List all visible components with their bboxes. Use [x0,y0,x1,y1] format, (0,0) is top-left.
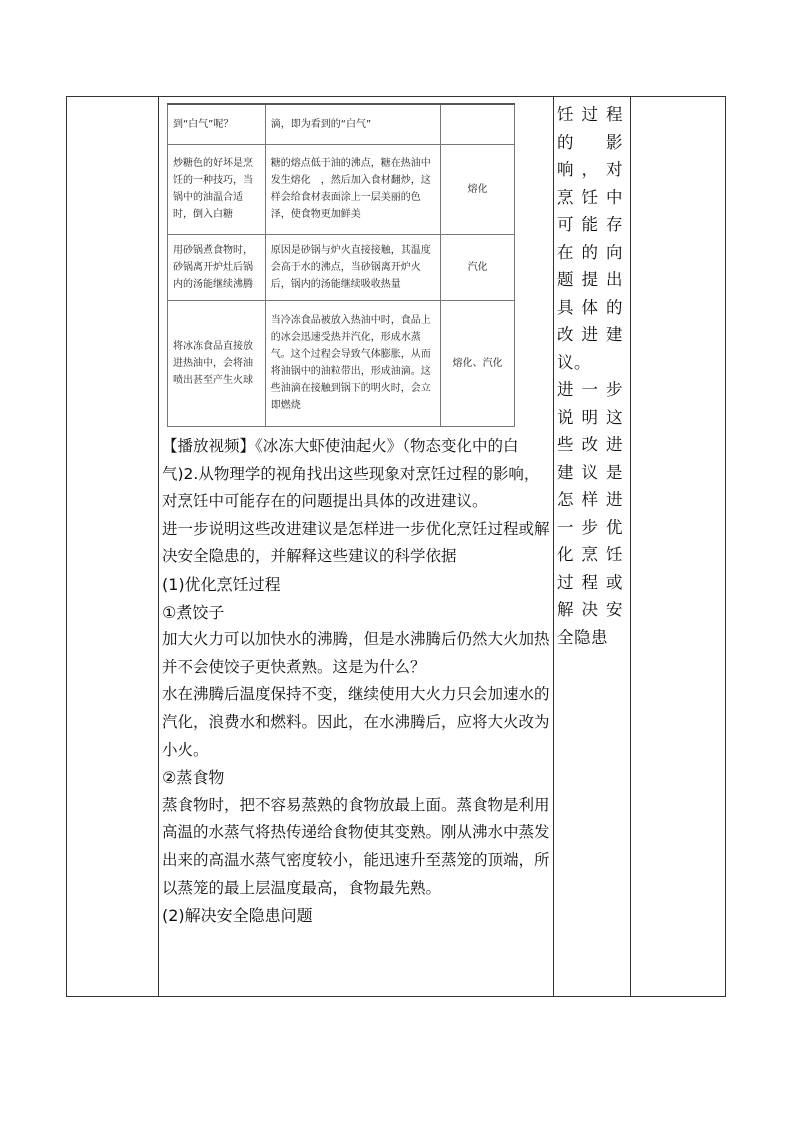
section-heading-optimize: (1)优化烹饪过程 [162,574,281,594]
column-divider [630,97,631,996]
intent-paragraph-2: 进一步说明这些改进建议是怎样进一步优化烹饪过程或解决安全隐患 [557,380,623,647]
table-cell-explanation: 当冷冻食品被放入热油中时，食品上的冰会迅速受热并汽化，形成水蒸气。这个过程会导致气体膨胀，从而将油锅中的油粒带出，形成油滴。这些油滴在接触到锅下的明火时，会立即燃烧 [265,300,440,426]
table-cell-explanation: 原因是砂锅与炉火直接接触，其温度会高于水的沸点，当砂锅离开炉火后，锅内的汤能继续吸收热量 [265,234,440,300]
table-row [168,144,515,234]
design-intent-cell [557,101,623,651]
table-row [168,300,515,426]
intent-paragraph-1: 饪过程的影响，对烹饪中可能存在的向题提出具体的改进建议。 [557,105,623,372]
lesson-table [66,96,726,997]
column-divider [553,97,554,996]
table-row [168,104,515,144]
dumplings-answer: 水在沸腾后温度保持不变，继续使用大火力只会加速水的汽化，浪费水和燃料。因此，在水沸腾后，应将大火改为小火。 [162,685,550,759]
table-cell-question: 用砂锅煮食物时，砂锅离开炉灶后锅内的汤能继续沸腾 [168,234,266,300]
main-content-cell [158,97,553,996]
phenomena-table [167,103,515,427]
table-cell-explanation: 滴，即为看到的“白气” [265,104,440,144]
table-cell-phase-change: 熔化、汽化 [441,300,515,426]
subheading-dumplings: ①煮饺子 [162,602,225,622]
video-paragraph: 【播放视频】《冰冻大虾使油起火》（物态变化中的白气)2.从物理学的视角找出这些现象对烹饪过程的影响，对烹饪中可能存在的问题提出具体的改进建议。 [162,437,540,511]
table-row [168,234,515,300]
steaming-paragraph: 蒸食物时，把不容易蒸熟的食物放最上面。蒸食物是利用高温的水蒸气将热传递给食物使其变熟。刚从沸水中蒸发出来的高温水蒸气密度较小，能迅速升至蒸笼的顶端，所以蒸笼的最上层温度最高，食物最先熟。 [162,795,550,897]
section-heading-safety: (2)解决安全隐患问题 [162,906,313,926]
lesson-body-text [162,433,552,930]
table-cell-phase-change: 汽化 [441,234,515,300]
table-cell-explanation: 糖的熔点低于油的沸点，糖在热油中发生熔化 ，然后加入食材翻炒，这样会给食材表面涂上一层美丽的色泽，使食物更加鲜美 [265,144,440,234]
table-cell-question: 将冰冻食品直接放进热油中，会将油喷出甚至产生火球 [168,300,266,426]
table-cell-phase-change: 熔化 [441,144,515,234]
dumplings-question: 加大火力可以加快水的沸腾，但是水沸腾后仍然大火加热并不会使饺子更快煮熟。这是为什么？ [162,630,550,676]
subheading-steaming: ②蒸食物 [162,768,225,788]
table-cell-phase-change [441,104,515,144]
table-cell-question: 到“白气”呢？ [168,104,266,144]
table-cell-question: 炒糖色的好坏是烹饪的一种技巧，当锅中的油温合适时，倒入白糖 [168,144,266,234]
explanation-paragraph: 进一步说明这些改进建议是怎样进一步优化烹饪过程或解决安全隐患的，并解释这些建议的科学依据 [162,519,550,566]
